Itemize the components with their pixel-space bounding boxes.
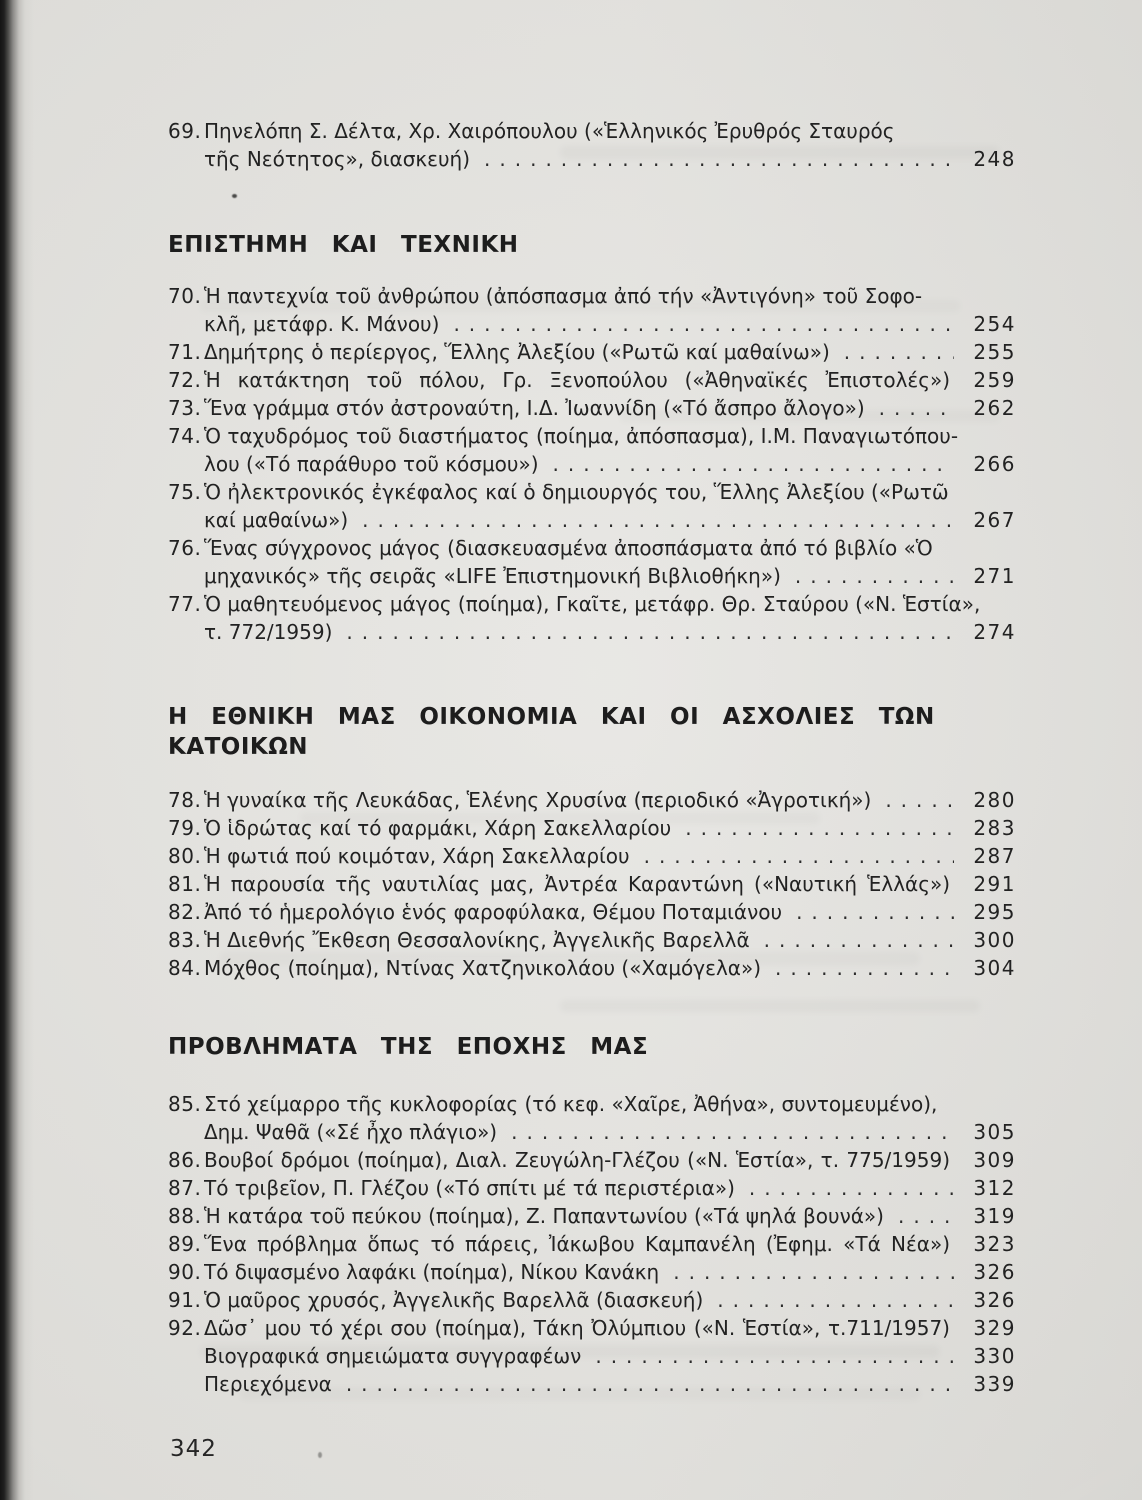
toc-entry	[168, 898, 1016, 926]
entry-page-ref: 271	[973, 564, 1016, 588]
entry-last-line	[204, 954, 1016, 982]
entry-last-line	[204, 1314, 1016, 1342]
dot-leader	[362, 506, 954, 534]
toc-entry	[168, 394, 1016, 422]
entry-number: 85.	[168, 1092, 202, 1116]
entry-number: 82.	[168, 900, 202, 924]
toc-entry	[168, 366, 1016, 394]
entry-last-line	[204, 562, 1016, 590]
entry-body	[204, 422, 1016, 478]
entry-body	[204, 954, 1016, 982]
entry-text: Ἕνα γράμμα στόν ἀστροναύτη, Ι.Δ. Ἰωαννίδη («Τό ἄσπρο ἄλογο»)	[204, 396, 865, 420]
entry-text: Ἡ κατάκτηση τοῦ πόλου, Γρ. Ξενοπούλου («Ἀθηναϊκές Ἐπιστολές»)	[204, 368, 950, 392]
entry-text: Βιογραφικά σημειώματα συγγραφέων	[204, 1344, 582, 1368]
entry-group	[168, 1090, 1016, 1398]
entry-last-line	[204, 366, 1016, 394]
dot-leader	[795, 562, 954, 590]
entry-last-line	[204, 1202, 1016, 1230]
dot-leader	[553, 450, 954, 478]
dot-leader	[685, 814, 954, 842]
entry-body	[204, 870, 1016, 898]
entry-last-line	[204, 310, 1016, 338]
entry-body	[204, 1314, 1016, 1342]
toc-entry	[168, 1314, 1016, 1342]
dot-leader	[346, 1370, 954, 1398]
entry-last-line	[204, 338, 1016, 366]
entry-page-ref: 305	[973, 1120, 1016, 1144]
entry-page-ref: 319	[973, 1204, 1016, 1228]
entry-page-ref: 312	[973, 1176, 1016, 1200]
entry-text: Δημ. Ψαθᾶ («Σέ ἦχο πλάγιο»)	[204, 1120, 498, 1144]
entry-page-ref: 309	[973, 1148, 1016, 1172]
dot-leader	[879, 394, 954, 422]
toc-entry	[168, 534, 1016, 590]
toc-entry	[168, 814, 1016, 842]
entry-body	[204, 786, 1016, 814]
entry-last-line	[204, 842, 1016, 870]
entry-body	[204, 1202, 1016, 1230]
entry-page-ref: 280	[973, 788, 1016, 812]
entry-text: μηχανικός» τῆς σειρᾶς «LIFE Ἐπιστημονική Βιβλιοθήκη»)	[204, 564, 781, 588]
dot-leader	[717, 1286, 954, 1314]
entry-last-line	[204, 926, 1016, 954]
toc-entry	[168, 1230, 1016, 1258]
entry-text: Ἡ κατάρα τοῦ πεύκου (ποίημα), Ζ. Παπαντωνίου («Τά ψηλά βουνά»)	[204, 1204, 884, 1228]
entry-page-ref: 323	[973, 1232, 1016, 1256]
toc-entry	[168, 870, 1016, 898]
entry-last-line	[204, 870, 1016, 898]
entry-text-line: Πηνελόπη Σ. Δέλτα, Χρ. Χαιρόπουλου («Ἑλληνικός Ἐρυθρός Σταυρός	[204, 119, 895, 143]
book-gutter-shadow	[0, 0, 34, 1500]
entry-text: τ. 772/1959)	[204, 620, 333, 644]
entry-page-ref: 248	[973, 147, 1016, 171]
dot-leader	[453, 310, 954, 338]
entry-text: καί μαθαίνω»)	[204, 508, 349, 532]
entry-number: 87.	[168, 1176, 202, 1200]
entry-text: Ἕνα πρόβλημα ὅπως τό πάρεις, Ἰάκωβου Καμπανέλη (Ἐφημ. «Τά Νέα»)	[204, 1232, 950, 1256]
toc-entry	[168, 1258, 1016, 1286]
entry-number: 78.	[168, 788, 202, 812]
entry-page-ref: 267	[973, 508, 1016, 532]
entry-text: Ὁ μαῦρος χρυσός, Ἀγγελικῆς Βαρελλᾶ (διασκευή)	[204, 1288, 704, 1312]
toc-entry	[168, 786, 1016, 814]
entry-last-line	[204, 1370, 1016, 1398]
toc-entry	[168, 926, 1016, 954]
entry-text-line: Ὁ μαθητευόμενος μάγος (ποίημα), Γκαῖτε, μετάφρ. Θρ. Σταύρου («Ν. Ἑστία»,	[204, 592, 981, 616]
entry-page-ref: 259	[973, 368, 1016, 392]
entry-last-line	[204, 786, 1016, 814]
entry-body	[204, 814, 1016, 842]
entry-last-line	[204, 450, 1016, 478]
toc-entry	[168, 1174, 1016, 1202]
entry-text: Ἡ παρουσία τῆς ναυτιλίας μας, Ἀντρέα Καραντώνη («Ναυτική Ἑλλάς»)	[204, 872, 950, 896]
entry-number: 90.	[168, 1260, 202, 1284]
toc-entry	[168, 478, 1016, 534]
entry-text-line: Ὁ ἠλεκτρονικός ἐγκέφαλος καί ὁ δημιουργός του, Ἕλλης Ἀλεξίου («Ρωτῶ	[204, 480, 949, 504]
entry-body	[204, 394, 1016, 422]
dot-leader	[749, 1174, 954, 1202]
entry-body	[204, 590, 1016, 646]
toc-entry	[168, 338, 1016, 366]
dot-leader	[775, 954, 954, 982]
entry-text: Τό τριβεῖον, Π. Γλέζου («Τό σπίτι μέ τά περιστέρια»)	[204, 1176, 735, 1200]
entry-number: 86.	[168, 1148, 202, 1172]
entry-body	[204, 1286, 1016, 1314]
entry-text-line: Ὁ ταχυδρόμος τοῦ διαστήματος (ποίημα, ἀπόσπασμα), Ι.Μ. Παναγιωτόπου-	[204, 424, 959, 448]
entry-number: 70.	[168, 284, 202, 308]
entry-number: 91.	[168, 1288, 202, 1312]
entry-number: 81.	[168, 872, 202, 896]
dot-leader	[484, 145, 954, 173]
entry-last-line	[204, 1258, 1016, 1286]
entry-body	[204, 117, 1016, 173]
entry-body	[204, 366, 1016, 394]
toc-entry	[168, 1342, 1016, 1370]
entry-last-line	[204, 618, 1016, 646]
toc-entry	[168, 590, 1016, 646]
entry-body	[204, 1174, 1016, 1202]
section-heading: ΠΡΟΒΛΗΜΑΤΑ ΤΗΣ ΕΠΟΧΗΣ ΜΑΣ	[168, 1034, 649, 1060]
entry-last-line	[204, 1286, 1016, 1314]
entry-text: Τό διψασμένο λαφάκι (ποίημα), Νίκου Κανάκη	[204, 1260, 660, 1284]
scan-speck	[318, 1452, 322, 1458]
entry-text-line: Στό χείμαρρο τῆς κυκλοφορίας (τό κεφ. «Χαῖρε, Ἀθήνα», συντομευμένο),	[204, 1092, 938, 1116]
entry-page-ref: 330	[973, 1344, 1016, 1368]
entry-page-ref: 254	[973, 312, 1016, 336]
table-of-contents	[168, 0, 1016, 1398]
toc-entry	[168, 282, 1016, 338]
entry-number: 83.	[168, 928, 202, 952]
dot-leader	[595, 1342, 954, 1370]
entry-body	[204, 338, 1016, 366]
dot-leader	[644, 842, 954, 870]
toc-entry	[168, 1286, 1016, 1314]
entry-page-ref: 266	[973, 452, 1016, 476]
toc-entry	[168, 422, 1016, 478]
entry-text: Ἡ φωτιά πού κοιμόταν, Χάρη Σακελλαρίου	[204, 844, 630, 868]
entry-body	[204, 898, 1016, 926]
entry-text: τῆς Νεότητος», διασκευή)	[204, 147, 471, 171]
entry-last-line	[204, 394, 1016, 422]
entry-text: Ἡ Διεθνής Ἔκθεση Θεσσαλονίκης, Ἀγγελικῆς Βαρελλᾶ	[204, 928, 750, 952]
entry-text: Ἡ γυναίκα τῆς Λευκάδας, Ἑλένης Χρυσίνα (περιοδικό «Ἀγροτική»)	[204, 788, 872, 812]
entry-number: 89.	[168, 1232, 202, 1256]
entry-body	[204, 1230, 1016, 1258]
entry-body	[204, 1258, 1016, 1286]
entry-number: 84.	[168, 956, 202, 980]
entry-text: Δῶσ᾽ μου τό χέρι σου (ποίημα), Τάκη Ὀλύμπιου («Ν. Ἑστία», τ.711/1957)	[204, 1316, 950, 1340]
entry-last-line	[204, 506, 1016, 534]
entry-number: 76.	[168, 536, 202, 560]
dot-leader	[885, 786, 954, 814]
entry-last-line	[204, 814, 1016, 842]
toc-entry	[168, 1370, 1016, 1398]
entry-body	[204, 478, 1016, 534]
entry-body	[204, 534, 1016, 590]
entry-page-ref: 295	[973, 900, 1016, 924]
entry-group	[168, 786, 1016, 982]
toc-entry	[168, 1202, 1016, 1230]
entry-last-line	[204, 1118, 1016, 1146]
toc-entry	[168, 1090, 1016, 1146]
entry-number: 72.	[168, 368, 202, 392]
entry-text: Βουβοί δρόμοι (ποίημα), Διαλ. Ζευγώλη-Γλέζου («Ν. Ἑστία», τ. 775/1959)	[204, 1148, 950, 1172]
toc-entry	[168, 117, 1016, 173]
entry-page-ref: 329	[973, 1316, 1016, 1340]
entry-number: 80.	[168, 844, 202, 868]
dot-leader	[511, 1118, 954, 1146]
entry-number: 75.	[168, 480, 202, 504]
entry-number: 73.	[168, 396, 202, 420]
entry-text: Μόχθος (ποίημα), Ντίνας Χατζηνικολάου («Χαμόγελα»)	[204, 956, 762, 980]
entry-number: 71.	[168, 340, 202, 364]
dot-leader	[844, 338, 954, 366]
entry-text-line: Ἕνας σύγχρονος μάγος (διασκευασμένα ἀποσπάσματα ἀπό τό βιβλίο «Ὁ	[204, 536, 933, 560]
dot-leader	[764, 926, 954, 954]
toc-entry	[168, 1146, 1016, 1174]
entry-last-line	[204, 1342, 1016, 1370]
entry-text: Περιεχόμενα	[204, 1372, 332, 1396]
entry-number: 79.	[168, 816, 202, 840]
entry-body	[204, 1342, 1016, 1370]
entry-body	[204, 1146, 1016, 1174]
entry-body	[204, 282, 1016, 338]
entry-last-line	[204, 1230, 1016, 1258]
entry-number: 77.	[168, 592, 202, 616]
entry-text-line: Ἡ παντεχνία τοῦ ἀνθρώπου (ἀπόσπασμα ἀπό τήν «Ἀντιγόνη» τοῦ Σοφο-	[204, 284, 923, 308]
section-heading: ΕΠΙΣΤΗΜΗ ΚΑΙ ΤΕΧΝΙΚΗ	[168, 232, 519, 258]
entry-page-ref: 283	[973, 816, 1016, 840]
page-number: 342	[170, 1436, 217, 1462]
entry-text: λου («Τό παράθυρο τοῦ κόσμου»)	[204, 452, 539, 476]
dot-leader	[898, 1202, 954, 1230]
entry-body	[204, 1090, 1016, 1146]
entry-text: Δημήτρης ὁ περίεργος, Ἕλλης Ἀλεξίου («Ρωτῶ καί μαθαίνω»)	[204, 340, 830, 364]
entry-body	[204, 926, 1016, 954]
dot-leader	[796, 898, 954, 926]
entry-last-line	[204, 1146, 1016, 1174]
entry-text: κλῆ, μετάφρ. Κ. Μάνου)	[204, 312, 440, 336]
entry-last-line	[204, 1174, 1016, 1202]
toc-entry	[168, 954, 1016, 982]
entry-number: 92.	[168, 1316, 202, 1340]
section-heading: Η ΕΘΝΙΚΗ ΜΑΣ ΟΙΚΟΝΟΜΙΑ ΚΑΙ ΟΙ ΑΣΧΟΛΙΕΣ ΤΩΝ ΚΑΤΟΙΚΩΝ	[168, 704, 935, 760]
entry-text: Ἀπό τό ἡμερολόγιο ἑνός φαροφύλακα, Θέμου Ποταμιάνου	[204, 900, 783, 924]
entry-last-line	[204, 145, 1016, 173]
toc-entry	[168, 842, 1016, 870]
entry-page-ref: 274	[973, 620, 1016, 644]
entry-group	[168, 117, 1016, 173]
entry-page-ref: 339	[973, 1372, 1016, 1396]
entry-group	[168, 282, 1016, 646]
entry-text: Ὁ ἱδρώτας καί τό φαρμάκι, Χάρη Σακελλαρίου	[204, 816, 672, 840]
entry-page-ref: 255	[973, 340, 1016, 364]
entry-page-ref: 304	[973, 956, 1016, 980]
entry-page-ref: 326	[973, 1260, 1016, 1284]
entry-last-line	[204, 898, 1016, 926]
entry-page-ref: 262	[973, 396, 1016, 420]
entry-page-ref: 287	[973, 844, 1016, 868]
entry-page-ref: 300	[973, 928, 1016, 952]
dot-leader	[346, 618, 954, 646]
dot-leader	[673, 1258, 954, 1286]
entry-number: 74.	[168, 424, 202, 448]
entry-number: 69.	[168, 119, 202, 143]
entry-body	[204, 842, 1016, 870]
entry-number: 88.	[168, 1204, 202, 1228]
entry-body	[204, 1370, 1016, 1398]
entry-page-ref: 291	[973, 872, 1016, 896]
entry-page-ref: 326	[973, 1288, 1016, 1312]
